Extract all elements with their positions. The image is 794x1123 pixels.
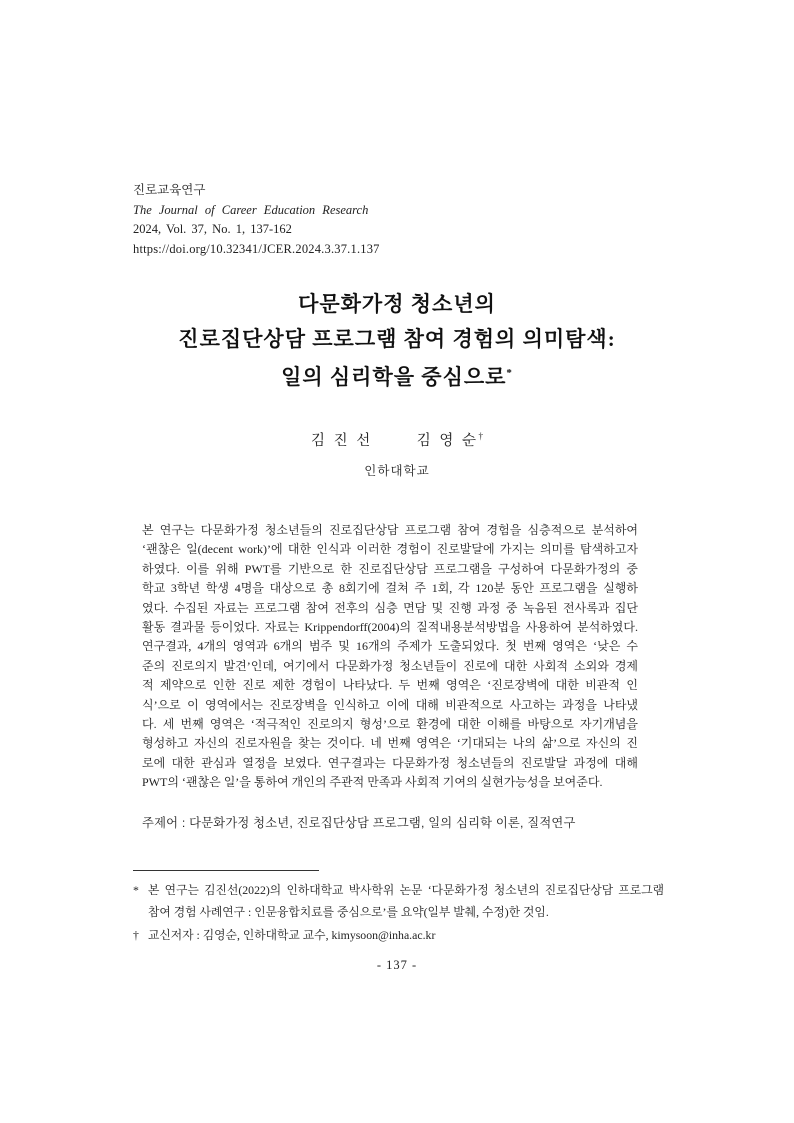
title-line-2: 진로집단상담 프로그램 참여 경험의 의미탐색: xyxy=(178,326,616,351)
journal-header xyxy=(133,181,380,260)
abstract-line: ‘괜찮은 일(decent work)’에 대한 인식과 이러한 경험이 진로발달에 가지는 의미를 탐색하고자 xyxy=(142,542,638,557)
footnote-text: 교신저자 : 김영순, 인하대학교 교수, kimysoon@inha.ac.kr xyxy=(148,927,436,942)
abstract-line: 하였다. 이를 위해 PWT를 기반으로 한 진로집단상담 프로그램을 구성하여 다문화가정의 중 xyxy=(142,561,638,576)
footnote-divider xyxy=(133,870,319,871)
abstract-line: 로에 대한 관심과 열정을 보였다. 연구결과는 다문화가정 청소년들의 진로발달 과정에 대해 xyxy=(142,755,638,770)
footnote-marker-dagger: † xyxy=(133,927,139,942)
author-name-2: 김 영 순 xyxy=(416,433,479,449)
abstract-line: PWT의 ‘괜찮은 일’을 통하여 개인의 주관적 만족과 사회적 기여의 실현가능성을 보여준다. xyxy=(142,775,603,790)
keywords-text: 다문화가정 청소년, 진로집단상담 프로그램, 일의 심리학 이론, 질적연구 xyxy=(189,816,576,830)
abstract-line: 적 제약으로 인한 진로 제한 경험이 나타났다. 두 번째 영역은 ‘진로장벽에 대한 비관적 인 xyxy=(142,678,638,693)
title-line-3: 일의 심리학을 중심으로 xyxy=(281,365,507,389)
abstract-line: 식’으로 이 영역에서는 진로장벽을 인식하고 이에 대해 비관적으로 사고하는 과정을 나타냈 xyxy=(142,697,638,712)
authors-row xyxy=(0,429,794,450)
journal-name-kr: 진로교육연구 xyxy=(133,183,206,197)
footnote-text: 본 연구는 김진선(2022)의 인하대학교 박사학위 논문 ‘다문화가정 청소년의 진로집단상담 프로그램 참여 경험 사례연구 : 인문융합치료를 중심으로’를 요약(일부 발췌, 수정)한 것임. xyxy=(148,883,664,920)
abstract-line: 였다. 수집된 자료는 프로그램 참여 전후의 심층 면담 및 진행 과정 중 녹음된 전사록과 집단 xyxy=(142,600,638,615)
keywords-label: 주제어 : xyxy=(142,816,186,830)
journal-doi-link: https://doi.org/10.32341/JCER.2024.3.37.1.137 xyxy=(133,242,380,257)
page-number: - 137 - xyxy=(376,958,418,972)
footnote-marker-asterisk: * xyxy=(133,883,139,897)
keywords-row xyxy=(142,813,652,831)
journal-issue: 2024, Vol. 37, No. 1, 137-162 xyxy=(133,222,292,237)
abstract-line: 연구결과, 4개의 영역과 6개의 범주 및 16개의 주제가 도출되었다. 첫 번째 영역은 ‘낮은 수 xyxy=(142,639,638,654)
abstract-line: 형성하고 자신의 진로자원을 찾는 것이다. 네 번째 영역은 ‘기대되는 나의 삶’으로 자신의 진 xyxy=(142,736,638,751)
journal-name-en: The Journal of Career Education Research xyxy=(133,202,369,217)
abstract-line: 활동 결과물 등이었다. 자료는 Krippendorff(2004)의 질적내용분석방법을 사용하여 분석하였다. xyxy=(142,619,638,634)
footnote-item xyxy=(133,924,664,946)
abstract-line: 본 연구는 다문화가정 청소년들의 진로집단상담 프로그램 참여 경험을 심층적으로 분석하여 xyxy=(142,523,638,537)
abstract-line: 다. 세 번째 영역은 ‘적극적인 진로의지 형성’으로 환경에 대한 이해를 바탕으로 자기개념을 xyxy=(142,716,638,731)
affiliation: 인하대학교 xyxy=(364,464,430,478)
title-footnote-marker: * xyxy=(506,367,513,379)
abstract-line: 학교 3학년 학생 4명을 대상으로 총 8회기에 걸쳐 주 1회, 각 120분 동안 프로그램을 실행하 xyxy=(142,581,638,596)
title-line-1: 다문화가정 청소년의 xyxy=(298,292,496,316)
footnotes xyxy=(133,870,664,946)
abstract-line: 준의 진로의지 발견’인데, 여기에서 다문화가정 청소년들이 진로에 대한 사회적 소외와 경제 xyxy=(142,658,638,673)
footnote-item xyxy=(133,879,664,924)
corresponding-author-marker: † xyxy=(478,431,484,442)
author-name-1: 김 진 선 xyxy=(310,433,373,449)
abstract xyxy=(142,521,638,792)
paper-title xyxy=(60,287,734,395)
